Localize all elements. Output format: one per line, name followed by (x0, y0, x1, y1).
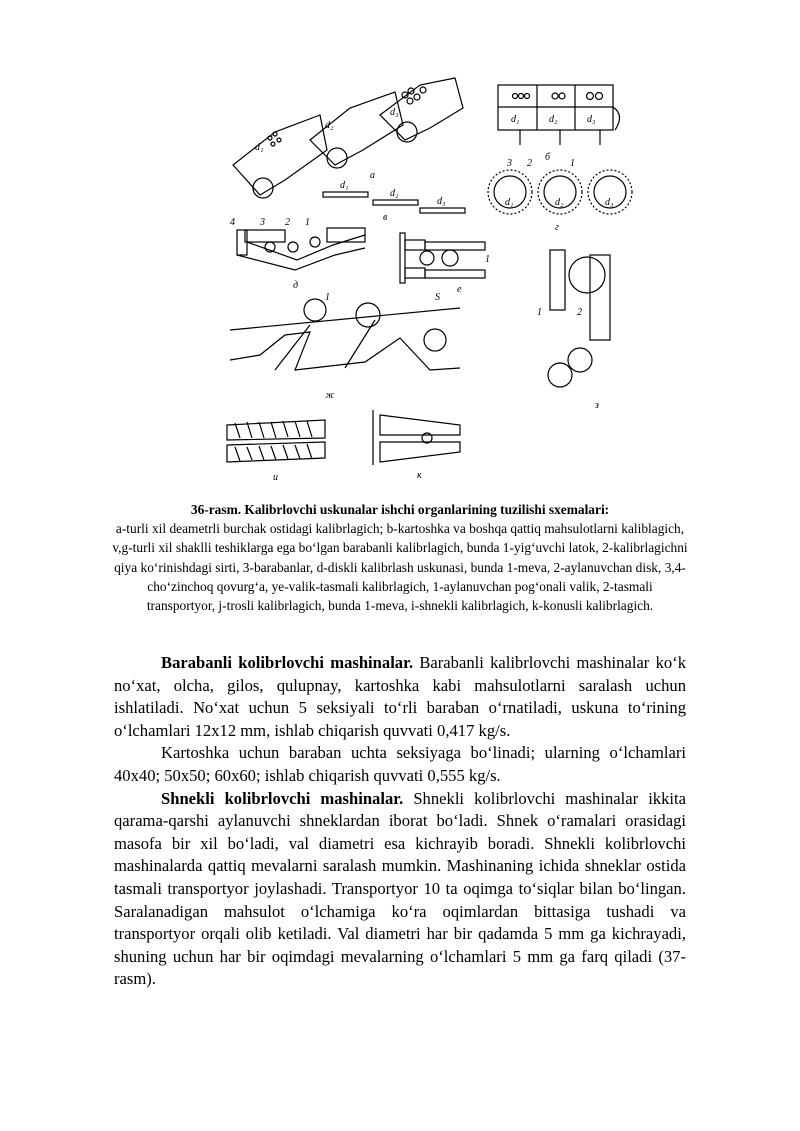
label-2-g: 2 (527, 158, 532, 169)
label-d2-b: d₂ (549, 114, 558, 125)
label-b: б (545, 152, 551, 163)
body-text (114, 652, 686, 991)
diagram-g-drums (488, 158, 632, 233)
diagram-b-screen (498, 85, 620, 163)
label-3-g: 3 (507, 158, 512, 169)
label-d1-v: d₁ (340, 180, 349, 191)
label-1-d: 1 (305, 217, 310, 228)
label-d1-g: d₁ (505, 197, 514, 208)
label-zh: ж (325, 390, 335, 401)
caption-body: a-turli xil deametrli burchak ostidagi kalibrlagich; b-kartoshka va boshqa qattiq mahsulotlarni kaliblagich, v,g-turli xil shaklli teshiklarga ega bo‘lgan barabanli kalibrlagich, bunda 1-yig‘uvchi latok, 2-kalibrlagichni qiya ko‘rinishdagi sirti, 3-barabanlar, d-diskli kalibrlash uskunasi, bunda 1-meva, 2-aylanuvchan disk, 3,4-cho‘zinchoq qovurg‘a, ye-valik-tasmali kalibrlagich, 1-aylanuvchan pog‘onali valik, 2-tasmali transportyor, j-trosli kalibrlagich, bunda 1-meva, i-shnekli kalibrlagich, k-konusli kalibrlagich. (112, 521, 688, 614)
label-e: е (457, 284, 462, 295)
label-1-z: 1 (537, 307, 542, 318)
label-d3-g: d₃ (605, 197, 614, 208)
paragraph-3 (114, 788, 686, 991)
label-z: з (595, 400, 599, 411)
paragraph-1-text: Barabanli kalibrlovchi mashinalar ko‘k no‘xat, olcha, gilos, qulupnay, kartoshka kabi mahsulotlarni saralash uchun ishlatiladi. No‘xat uchun 5 seksiyali to‘rli baraban o‘rnatiladi, uskuna to‘rining o‘lchamlari 12x12 mm, ishlab chiqarish quvvati 0,417 kg/s. (114, 653, 686, 740)
label-d2-g: d₂ (555, 197, 564, 208)
label-s: S (435, 292, 440, 303)
paragraph-3-heading: Shnekli kolibrlovchi mashinalar. (161, 788, 404, 808)
paragraph-2-text: Kartoshka uchun baraban uchta seksiyaga bo‘linadi; ularning o‘lchamlari 40x40; 50x50; 60x60; ishlab chiqarish quvvati 0,555 kg/s. (114, 743, 686, 785)
label-1-zh: 1 (325, 292, 330, 303)
label-i: и (273, 472, 278, 483)
diagram-z-roll (537, 250, 610, 411)
label-d3-b: d₃ (587, 114, 596, 125)
label-2-z: 2 (577, 307, 582, 318)
label-2-d: 2 (285, 217, 290, 228)
label-d1-a: d₁ (255, 142, 264, 153)
label-d3-a: d₃ (390, 107, 399, 118)
label-d2-v: d₂ (390, 188, 399, 199)
diagram-i-screw (227, 420, 325, 483)
diagram-v-strips (323, 180, 465, 223)
label-d: д (293, 280, 299, 291)
label-a: а (370, 170, 375, 181)
schematic-drawing (215, 70, 645, 490)
label-g: г (555, 222, 559, 233)
diagram-k-conical (373, 410, 460, 481)
diagram-d-disk (230, 217, 365, 291)
label-d2-a: d₂ (325, 120, 334, 131)
diagram-zh-rope (230, 292, 460, 401)
label-1-g: 1 (570, 158, 575, 169)
label-4-d: 4 (230, 217, 235, 228)
label-v: в (383, 212, 388, 223)
paragraph-3-text: Shnekli kolibrlovchi mashinalar ikkita qarama-qarshi aylanuvchi shneklardan iborat bo‘ladi. Shnek o‘ramalari orasidagi masofa bir xil bo‘ladi, val diametri esa kichrayib boradi. Shnekli kolibrlovchi mashinalarda qattiq mevalarni saralash mumkin. Mashinaning ichida shneklar ostida tasmali transportyor joylashadi. Transportyor 10 ta oqimga to‘siqlar bilan bo‘lingan. Saralanadigan mahsulot o‘lchamiga ko‘ra oqimlardan bittasiga tushadi va transportyor orqali olib ketiladi. Val diametri har bir qadamda 5 mm ga kichrayadi, shuning uchun har bir oqimdagi mevalarning o‘lchamlari 5 mm ga farq qiladi (37-rasm). (114, 788, 686, 989)
label-k: к (417, 470, 422, 481)
paragraph-1 (114, 652, 686, 742)
caption-title: 36-rasm. Kalibrlovchi uskunalar ishchi organlarining tuzilishi sxemalari: (190, 502, 610, 517)
paragraph-1-heading: Barabanli kolibrlovchi mashinalar. (161, 653, 414, 672)
calibrating-machines-figure (215, 70, 645, 490)
label-d1-b: d₁ (511, 114, 520, 125)
paragraph-2 (114, 742, 686, 787)
label-1-e: 1 (485, 254, 490, 265)
diagram-e-roller-belt (400, 233, 490, 295)
label-3-d: 3 (260, 217, 265, 228)
label-d3-v: d₃ (437, 196, 446, 207)
figure-caption (112, 500, 688, 615)
